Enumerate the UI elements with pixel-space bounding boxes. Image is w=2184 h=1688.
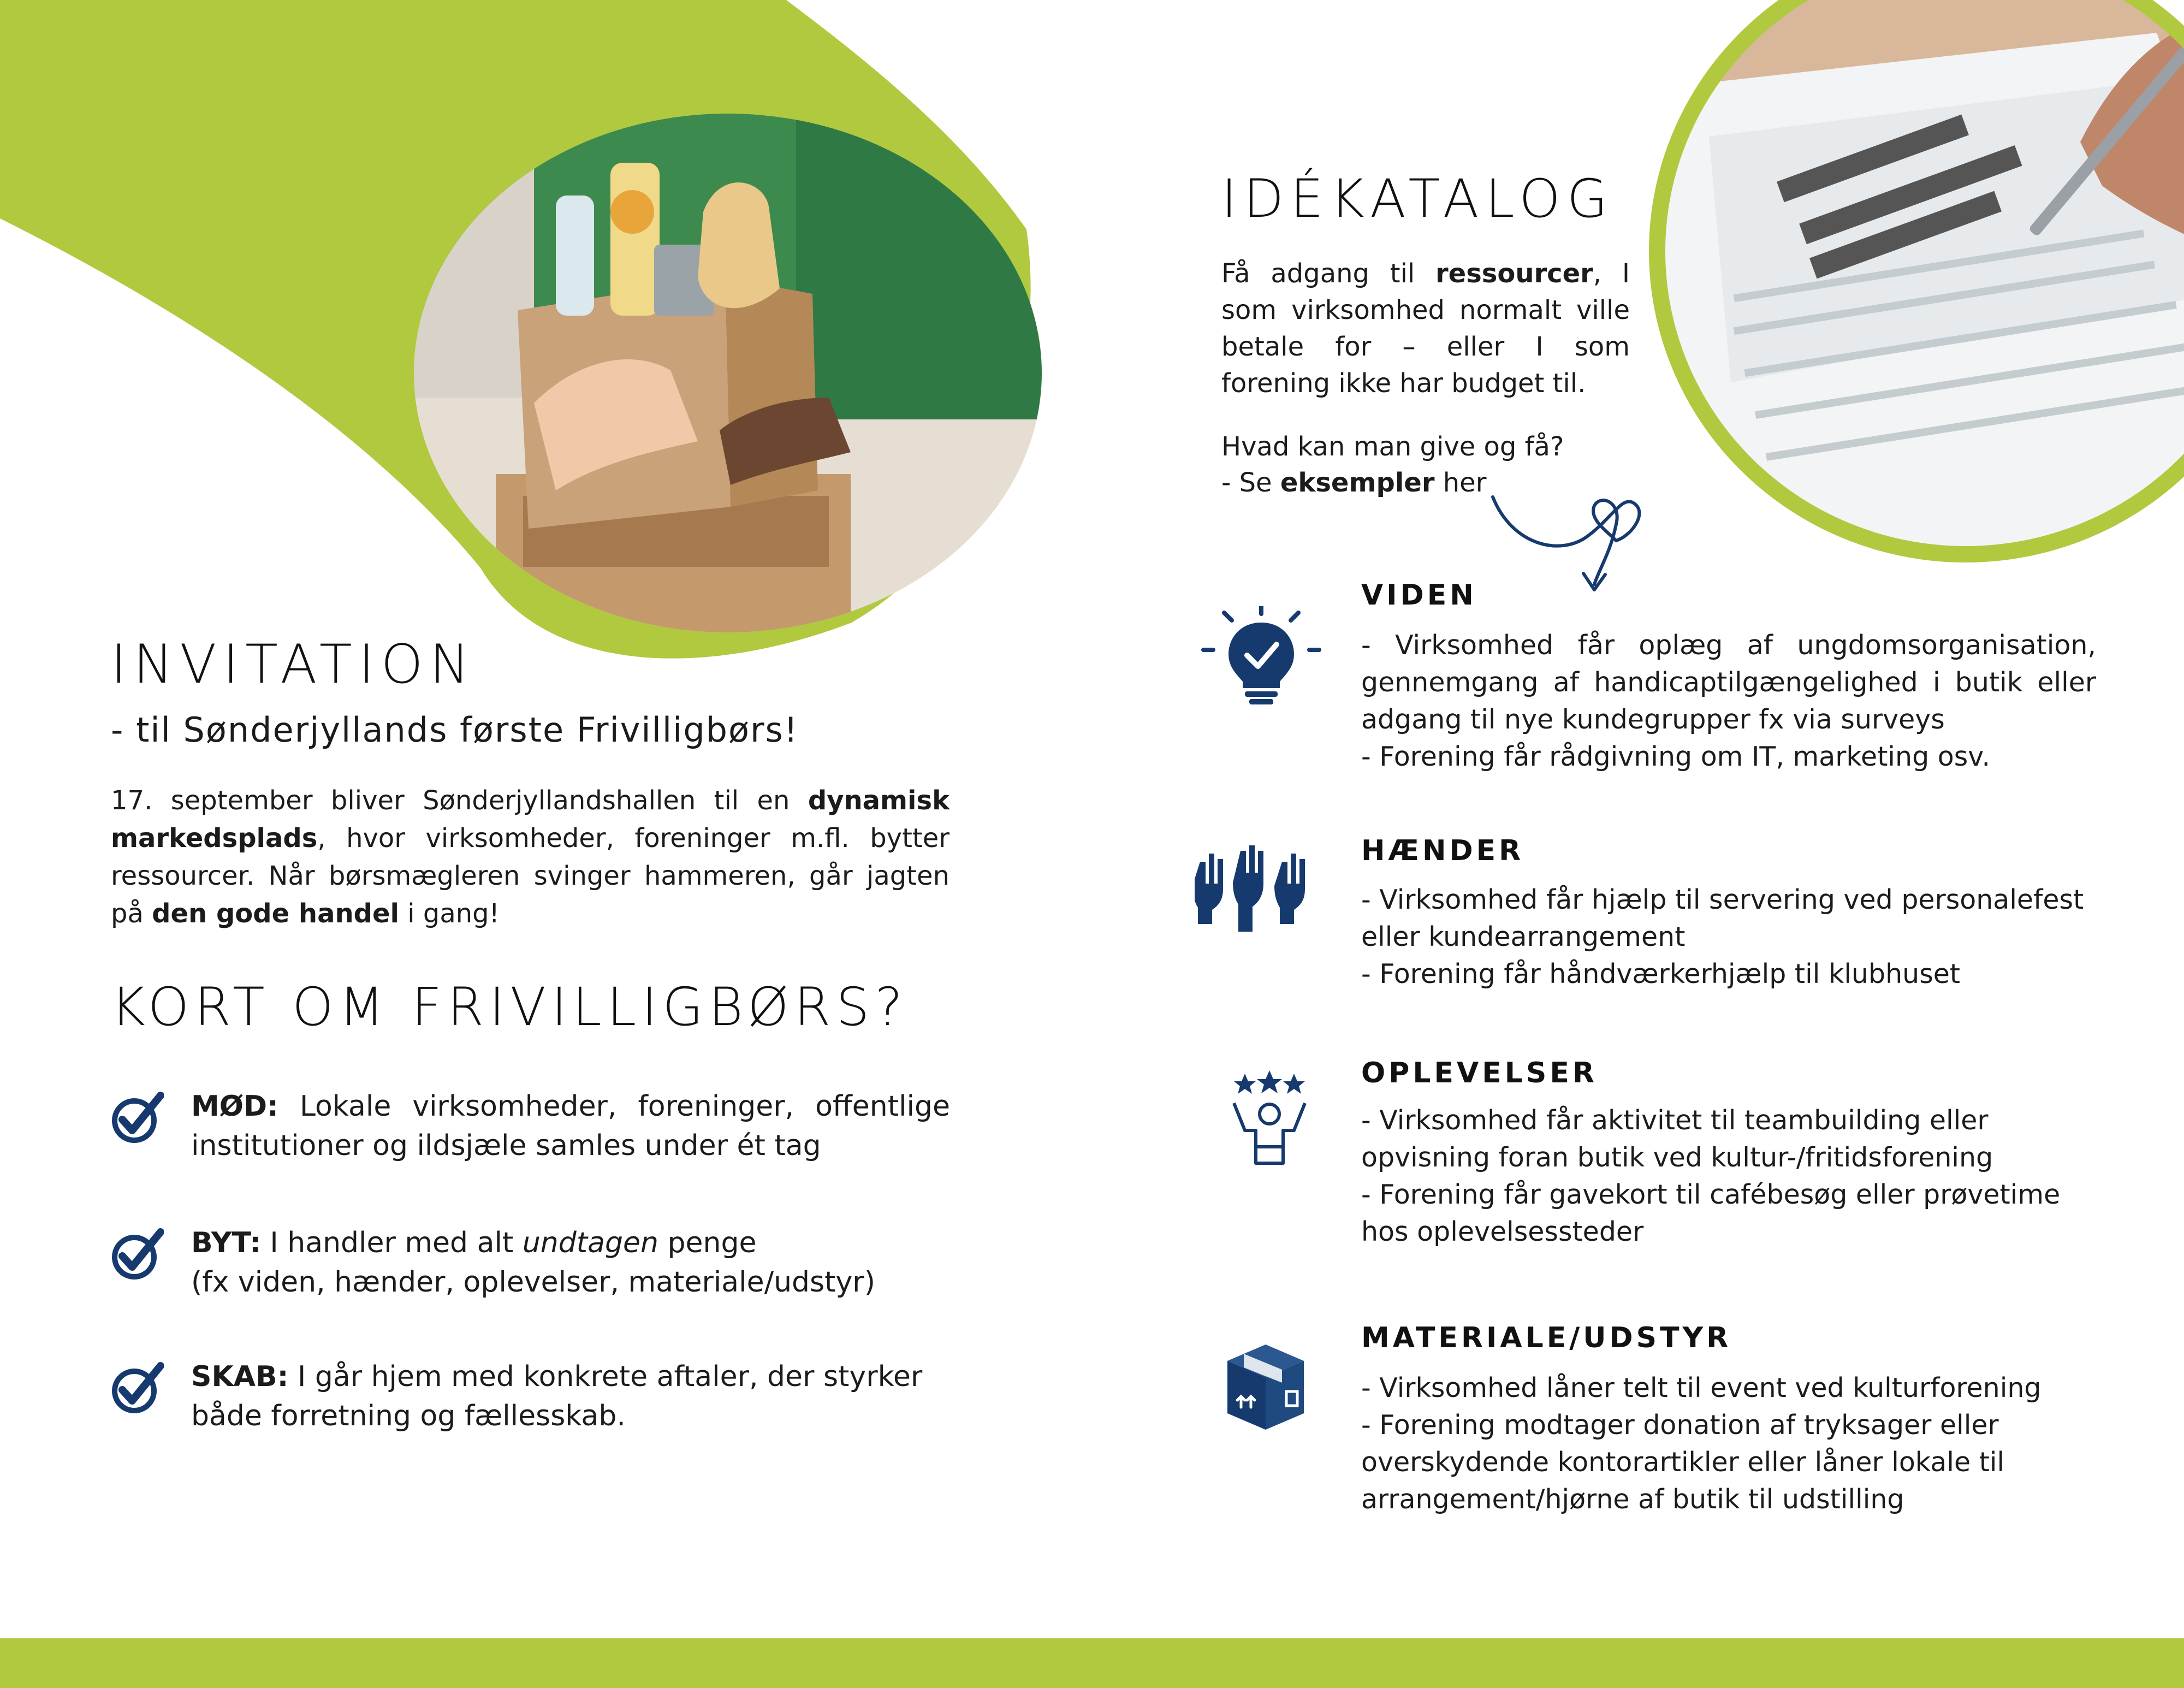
- package-box-icon: [1216, 1339, 1315, 1432]
- category-text-materiale: - Virksomhed låner telt til event ved kulturforening - Forening modtager donation af tryksager eller overskydende kontorartikler eller låner lokale til arrangement/hjørne af butik til udstilling: [1361, 1372, 2041, 1515]
- category-title-oplevelser: OPLEVELSER: [1361, 1057, 1598, 1089]
- raised-hands-icon: [1195, 845, 1315, 933]
- idekatalog-question: Hvad kan man give og få?: [1221, 431, 1564, 462]
- check-item-mod: MØD: Lokale virksomheder, foreninger, offentlige institutioner og ildsjæle samles under ét tag: [109, 1087, 950, 1165]
- category-text-oplevelser: - Virksomhed får aktivitet til teambuilding eller opvisning foran butik ved kultur-/fritidsforening - Forening får gavekort til cafébesøg eller prøvetime hos oplevelsessteder: [1361, 1105, 2061, 1247]
- category-text-viden: - Virksomhed får oplæg af ungdomsorganisation, gennemgang af handicaptilgængelighed i butik eller adgang til nye kundegrupper fx via surveys - Forening får rådgivning om IT, marketing osv.: [1361, 630, 2096, 772]
- invitation-intro: 17. september bliver Sønderjyllandshallen til en dynamisk markedsplads, hvor virksomheder, foreninger m.fl. bytter ressourcer. Når børsmægleren svinger hammeren, går jagten på den gode handel i gang!: [111, 785, 949, 929]
- check-item-skab: SKAB: I går hjem med konkrete aftaler, der styrker både forretning og fællesskab.: [109, 1357, 950, 1436]
- food-donation-box-photo: [414, 114, 1042, 632]
- category-title-materiale: MATERIALE/UDSTYR: [1361, 1322, 1732, 1354]
- lightbulb-check-icon: [1201, 606, 1321, 704]
- lime-footer-bar: [0, 1638, 2184, 1688]
- invitation-heading: INVITATION: [111, 633, 477, 696]
- check-circle-icon: [109, 1227, 164, 1281]
- idekatalog-intro: Få adgang til ressourcer, I som virksomhed normalt ville betale for – eller I som forening ikke har budget til.: [1221, 258, 1630, 399]
- heart-arrow-icon: [1485, 481, 1649, 595]
- idekatalog-heading: IDÉKATALOG: [1221, 168, 1615, 229]
- examples-link[interactable]: - Se eksempler her: [1221, 467, 1487, 498]
- category-title-haender: HÆNDER: [1361, 834, 1524, 867]
- category-title-viden: VIDEN: [1361, 579, 1477, 612]
- check-circle-icon: [109, 1360, 164, 1415]
- check-item-byt: BYT: I handler med alt undtagen penge (fx viden, hænder, oplevelser, materiale/udstyr): [109, 1223, 950, 1302]
- category-text-haender: - Virksomhed får hjælp til servering ved personalefest eller kundearrangement - Forening får håndværkerhjælp til klubhuset: [1361, 884, 2084, 990]
- invitation-subtitle: - til Sønderjyllands første Frivilligbørs!: [111, 710, 799, 750]
- person-stars-icon: [1223, 1070, 1316, 1169]
- kort-om-heading: KORT OM FRIVILLIGBØRS?: [111, 976, 909, 1038]
- check-circle-icon: [109, 1090, 164, 1145]
